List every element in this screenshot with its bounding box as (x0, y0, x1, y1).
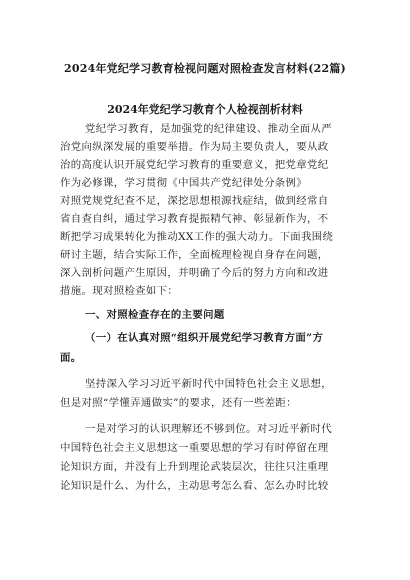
intro-line: 作为必修课，学习贯彻《中国共产党纪律处分条例》 (60, 177, 308, 189)
body-line: 中国特色社会主义思想这一重要思想的学习有时停留在理 (60, 442, 329, 454)
body-line: 坚持深入学习习近平新时代中国特色社会主义思想， (85, 378, 333, 390)
subsection-heading: 面。 (60, 352, 82, 364)
section-title: 2024年党纪学习教育个人检视剖析材料 (107, 103, 303, 116)
intro-line: 对照党规党纪查不足，深挖思想根源找症结，做到经常自 (60, 195, 329, 207)
body-line: 论知识方面，并没有上升到理论武装层次，往往只注重理 (60, 461, 329, 473)
intro-line: 治的高度认识开展党纪学习教育的重要意义，把党章党纪 (60, 159, 329, 171)
section-heading: 一、对照检查存在的主要问题 (85, 309, 225, 321)
intro-line: 深入剖析问题产生原因，并明确了今后的努力方向和改进 (60, 267, 329, 279)
body-line: 一是对学习的认识理解还不够到位。对习近平新时代 (85, 423, 333, 435)
intro-line: 研讨主题，结合实际工作，全面梳理检视自身存在问题， (60, 249, 329, 261)
document-title: 2024年党纪学习教育检视问题对照检查发言材料(22篇) (64, 62, 346, 75)
intro-line: 省自查自纠，通过学习教育提振精气神、彰显新作为，不 (60, 213, 329, 225)
intro-line: 党纪学习教育，是加强党的纪律建设、推动全面从严 (85, 123, 333, 135)
intro-line: 断把学习成果转化为推动XX工作的强大动力。下面我围绕 (60, 231, 334, 243)
subsection-heading: （一）在认真对照“组织开展党纪学习教育方面”方 (85, 332, 324, 344)
body-line: 但是对照“学懂弄通做实”的要求，还有一些差距： (60, 397, 297, 409)
body-line: 论知识是什么、为什么，主动思考怎么看、怎么办时比较 (60, 480, 329, 492)
intro-line: 措施。现对照检查如下： (60, 285, 179, 297)
intro-line: 治党向纵深发展的重要举措。作为局主要负责人，要从政 (60, 141, 329, 153)
